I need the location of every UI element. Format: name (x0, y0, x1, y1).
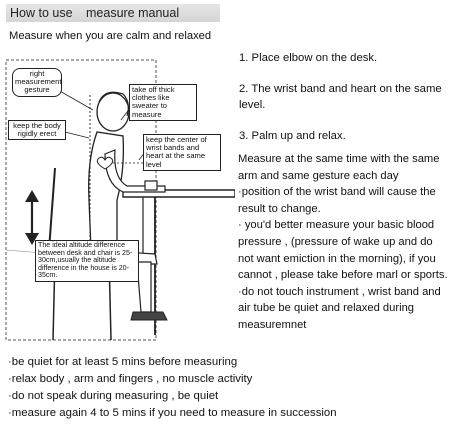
note-item: Measure at the same time with the same arm and same gesture each day (238, 153, 440, 182)
posture-illustration (5, 50, 235, 350)
callout-body-erect: keep the body rigidly erect (8, 120, 66, 140)
chair-back (49, 168, 55, 250)
callout-line (65, 132, 89, 138)
callout-wrist-heart-level: keep the center of wrist bands and heart at the same level (143, 134, 221, 171)
person-foot (131, 312, 167, 320)
arrow-up-icon (25, 190, 39, 202)
bottom-note-item: ·be quiet for at least 5 mins before measuring (8, 356, 238, 368)
note-item: ·position of the wrist band will cause the result to change. (238, 186, 436, 215)
person-shin (137, 262, 151, 312)
section-label: How to use (10, 6, 73, 20)
callout-take-off-clothes: take off thick clothes like sweater to measure (129, 84, 197, 121)
note-item: ·do not touch instrument , wrist band and air tube be quiet and relaxed during measuremnet (238, 285, 441, 331)
section-title: measure manual (86, 6, 180, 20)
note-item: · you'd better measure your basic blood pressure , (pressure of wake up and do not want emiction in the morning), if you cannot , please take before marl or sports. (238, 219, 448, 282)
step-2: 2. The wrist band and heart on the same level. (239, 83, 442, 111)
callout-altitude-difference: The ideal altitude difference between desk and chair is 25-30cm,usually the altitude difference in the house is 20-35cm. (35, 240, 139, 282)
step-1: 1. Place elbow on the desk. (239, 52, 378, 64)
wrist-band (145, 181, 157, 190)
bottom-notes (8, 354, 448, 422)
subtitle: Measure when you are calm and relaxed (9, 30, 212, 42)
section-header-bar (6, 4, 220, 22)
step-3: 3. Palm up and relax. (239, 130, 346, 142)
person-head (97, 93, 129, 131)
measurement-notes (238, 151, 450, 334)
callout-right-gesture: right measurement gesture (12, 68, 62, 97)
person-torso (89, 132, 124, 250)
bottom-note-item: ·measure again 4 to 5 mins if you need to measure in succession (8, 407, 337, 419)
bottom-note-item: ·relax body , arm and fingers , no muscle activity (8, 373, 253, 385)
bottom-note-item: ·do not speak during measuring , be quiet (8, 390, 219, 402)
